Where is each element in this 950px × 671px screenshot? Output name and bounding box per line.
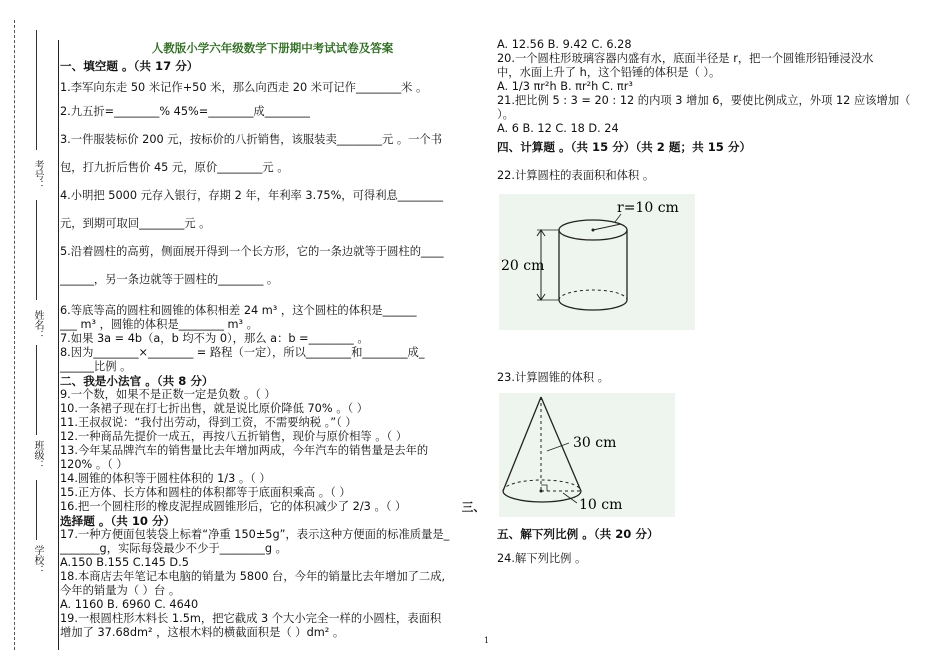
question-17-line1: 17.一种方便面包装袋上标着“净重 150±5g”，表示这种方便面的标准质量是_	[60, 528, 450, 541]
section-judge: 二、我是小法官 。（共 8 分）	[60, 374, 214, 388]
question-17-options: A.150 B.155 C.145 D.5	[60, 556, 189, 569]
question-14: 14.圆锥的体积等于圆柱体积的 1/3 。（ ）	[60, 472, 271, 485]
question-18-line1: 18.本商店去年笔记本电脑的销量为 5800 台，今年的销量比去年增加了二成,	[60, 570, 446, 583]
height-label: 30 cm	[573, 435, 617, 451]
question-19-line1: 19.一根圆柱形木料长 1.5m，把它截成 3 个大小完全一样的小圆柱，表面积	[60, 612, 442, 625]
section-proportion: 五、解下列比例 。（共 20 分）	[497, 527, 659, 541]
question-19-options: A. 12.56 B. 9.42 C. 6.28	[497, 38, 632, 51]
left-column	[60, 38, 485, 640]
question-10: 10.一条裙子现在打七折出售，就是说比原价降低 70% 。（ ）	[60, 402, 369, 415]
section-fill-blank: 一、填空题 。（共 17 分）	[60, 58, 199, 73]
question-21-line1: 21.把比例 5 : 3 = 20 : 12 的内项 3 增加 6，要使比例成立，外项 12 应该增加（	[497, 94, 911, 107]
question-3-line2: 包，打九折后售价 45 元，原价________元 。	[60, 161, 289, 174]
kaohao-blank	[36, 30, 37, 150]
xingming-blank	[36, 200, 37, 300]
question-6-line2: ___ m³ ，圆锥的体积是________ m³ 。	[60, 318, 258, 331]
question-21-line2: ）。	[497, 108, 514, 121]
question-23: 23.计算圆锥的体积 。	[497, 370, 609, 384]
question-17-line2: _______g，实际每袋最少不少于________g 。	[60, 542, 287, 555]
question-9: 9.一个数，如果不是正数一定是负数 。（ ）	[60, 388, 276, 401]
question-12: 12.一种商品先提价一成五，再按八五折销售，现价与原价相等 。（ ）	[60, 430, 408, 443]
question-16: 16.把一个圆柱形的橡皮泥捏成圆锥形后，它的体积减少了 2/3 。（ ）	[60, 500, 407, 513]
xuexiao-blank	[36, 480, 37, 540]
question-2: 2.九五折=________% 45%=________成________	[60, 105, 310, 118]
cut-line	[14, 20, 15, 650]
question-18-options: A. 1160 B. 6960 C. 4640	[60, 598, 199, 611]
cylinder-diagram	[497, 192, 697, 332]
question-20-line1: 20.一个圆柱形玻璃容器内盛有水，底面半径是 r，把一个圆锥形铅锤浸没水	[497, 52, 874, 65]
radius-label: r=10 cm	[617, 199, 679, 216]
binding-margin	[0, 0, 60, 671]
question-6-line1: 6.等底等高的圆柱和圆锥的体积相差 24 m³ ，这个圆柱的体积是______	[60, 304, 417, 317]
question-24: 24.解下列比例 。	[497, 551, 587, 565]
question-20-line2: 中，水面上升了 h，这个铅锤的体积是（ ）。	[497, 66, 721, 79]
question-16-row	[60, 500, 485, 514]
cone-figure	[497, 391, 922, 519]
question-4-line2: 元，到期可取回________元 。	[60, 217, 211, 230]
cone-diagram	[497, 391, 677, 519]
page-title: 人教版小学六年级数学下册期中考试试卷及答案	[151, 41, 394, 55]
banji-label: 班级：	[32, 440, 43, 470]
xingming-label: 姓名：	[32, 310, 43, 340]
question-11: 11.王叔叔说：“我付出劳动，得到工资，不需要纳税 。”（ ）	[60, 416, 357, 429]
xuexiao-label: 学校：	[32, 545, 43, 575]
page-number: 1	[484, 636, 490, 645]
question-4-line1: 4.小明把 5000 元存入银行，存期 2 年，年利率 3.75%，可得利息________	[60, 189, 443, 202]
center-dot	[592, 228, 595, 231]
right-column	[497, 38, 922, 566]
question-19-line2: 增加了 37.68dm² ，这根木料的横截面积是（ ）dm² 。	[60, 626, 345, 639]
question-8-line1: 8.因为________×________ = 路程（一定），所以________和________成_	[60, 346, 425, 359]
banji-blank	[36, 345, 37, 435]
question-15: 15.正方体、长方体和圆柱的体积都等于底面积乘高 。（ ）	[60, 486, 351, 499]
section-choice-number: 三、	[461, 500, 485, 514]
question-1: 1.李军向东走 50 米记作+50 米，那么向西走 20 米可记作________米 。	[60, 81, 428, 94]
question-7: 7.如果 3a = 4b（a，b 均不为 0），那么 a：b =________ 。	[60, 332, 369, 345]
question-18-line2: 今年的销量为（ ）台 。	[60, 584, 181, 597]
question-13-line1: 13.今年某品牌汽车的销售量比去年增加两成，今年汽车的销售量是去年的	[60, 444, 429, 457]
section-choice: 选择题 。（共 10 分）	[60, 514, 176, 528]
radius-label: 10 cm	[579, 497, 623, 513]
question-5-line2: ______，另一条边就等于圆柱的________ 。	[60, 273, 279, 286]
height-label: 20 cm	[501, 257, 545, 274]
question-13-line2: 120% 。（ ）	[60, 458, 128, 471]
margin-rule	[58, 40, 59, 650]
cylinder-figure	[497, 192, 922, 332]
question-21-options: A. 6 B. 12 C. 18 D. 24	[497, 122, 619, 135]
question-5-line1: 5.沿着圆柱的高剪，侧面展开得到一个长方形，它的一条边就等于圆柱的____	[60, 245, 444, 258]
question-3-line1: 3.一件服装标价 200 元，按标价的八折销售，该服装卖________元 。一个书	[60, 133, 443, 146]
question-22: 22.计算圆柱的表面积和体积 。	[497, 169, 655, 182]
center-dot	[540, 490, 543, 493]
question-20-options: A. 1/3 πr²h B. πr²h C. πr³	[497, 80, 633, 93]
kaohao-label: 考号：	[32, 160, 43, 190]
question-8-line2: ______比例 。	[60, 360, 132, 373]
section-calc: 四、计算题 。（共 15 分）（共 2 题；共 15 分）	[497, 140, 752, 154]
